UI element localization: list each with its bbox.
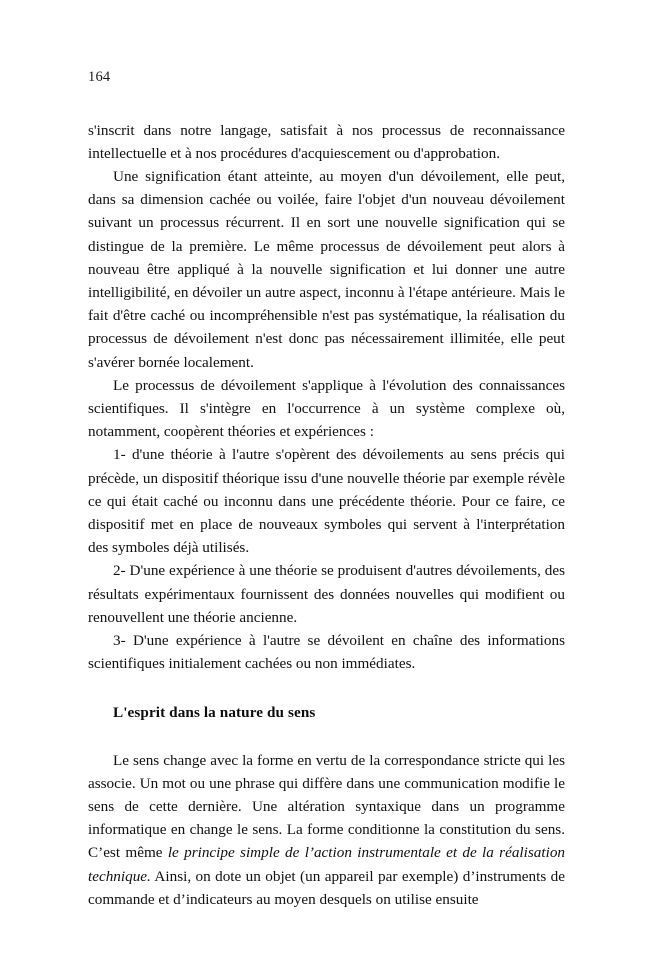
paragraph: Une signification étant atteinte, au moyen d'un dévoilement, elle peut, dans sa dimension cachée ou voilée, faire l'objet d'un nouveau dévoilement suivant un processus récurrent. Il en sort une nouvelle signification qui se distingue de la première. Le même processus de dévoilement peut alors à nouveau être appliqué à la nouvelle signification et lui donner une autre intelligibilité, en dévoiler un autre aspect, inconnu à l'étape antérieure. Mais le fait d'être caché ou incompréhensible n'est pas systématique, la réalisation du processus de dévoilement n'est donc pas nécessairement illimitée, elle peut s'avérer bornée localement. xyxy=(88,167,565,371)
paragraph: s'inscrit dans notre langage, satisfait à nos processus de reconnaissance intellectuelle et à nos procédures d'acquiescement ou d'approbation. xyxy=(88,121,565,162)
numbered-item: 1- d'une théorie à l'autre s'opèrent des dévoilements au sens précis qui précède, un dispositif théorique issu d'une nouvelle théorie par exemple révèle ce qui était caché ou inconnu dans une précédente théorie. Pour ce faire, ce dispositif met en place de nouveaux symboles qui servent à l'interprétation des symboles déjà utilisés. xyxy=(88,446,565,557)
paragraph xyxy=(88,749,565,911)
emphasized-phrase: le principe simple de l’action instrumentale et de la réalisation technique. xyxy=(88,844,566,885)
paragraph: Le processus de dévoilement s'applique à l'évolution des connaissances scientifiques. Il s'intègre en l'occurrence à un système complexe où, notamment, coopèrent théories et expériences : xyxy=(88,376,565,441)
numbered-item: 3- D'une expérience à l'autre se dévoilent en chaîne des informations scientifiques initialement cachées ou non immédiates. xyxy=(88,631,565,673)
paragraph-tail: Ainsi, on dote un objet (un appareil par exemple) d’instruments de commande et d’indicateurs au moyen desquels on utilise ensuite xyxy=(88,867,565,908)
section-heading: L'esprit dans la nature du sens xyxy=(113,704,316,722)
paragraph-lead: Le sens change avec la forme en vertu de la correspondance stricte qui les associe. Un mot ou une phrase qui diffère dans une communication modifie le sens de cette dernière. Une altération syntaxique dans un programme informatique en change le sens. La forme conditionne la constitution du sens. C’est même xyxy=(88,751,565,862)
text-column xyxy=(88,70,565,911)
numbered-item: 2- D'une expérience à une théorie se produisent d'autres dévoilements, des résultats expérimentaux fournissent des données nouvelles qui modifient ou renouvellent une théorie ancienne. xyxy=(88,562,565,626)
page-number: 164 xyxy=(88,69,111,85)
